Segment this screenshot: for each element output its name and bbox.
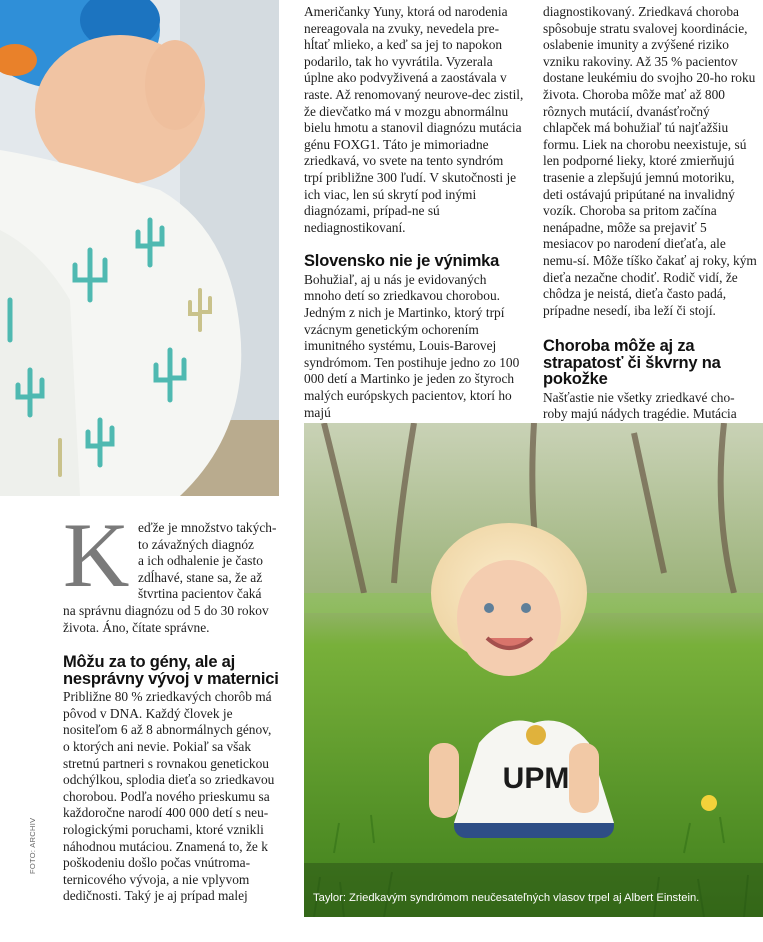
baby-photo [0,0,279,496]
column-right [543,4,757,423]
col-b-paragraph-1: diagnostikovaný. Zriedkavá choroba spôsobuje stratu svalovej koordinácie, oslabenie imunity a zvýšené riziko vzniku rakoviny. Až 35 % pacientov dostane leukémiu do svojho 20-ho roku života. Choroba môže mať až 800 rôznych mutácií, dvanásťročný chlapček má bohužiaľ tú najťažšiu formu. Liek na chorobu neexistuje, sú len podporné lieky, ktoré zmierňujú trasenie a zlepšujú jemnú motoriku, deti ostávajú pripútané na invalidný vozík. Choroba sa pritom začína nenápadne, môže sa prejaviť 5 mesiacov po narodení dieťaťa, ale nemu-sí. Môže tíško čakať aj roky, kým dieťa nezačne chodiť. Rodič vidí, že chôdza je neistá, dieťa často padá, prípadne nesedí, iba leží či stojí. [543,4,757,318]
photo-caption: Taylor: Zriedkavým syndrómom neučesateľných vlasov trpel aj Albert Einstein. [313,892,700,904]
col-b-heading: Choroba môže aj za strapatosť či škvrny na pokožke [543,337,721,389]
col-a-paragraph-1: Američanky Yuny, ktorá od narodenia nereagovala na zvuky, nevedela pre-hĺtať mlieko, a keď sa jej to napokon podarilo, tak ho vyvrátila. Vyzerala úplne ako podvyživená a zaostávala v raste. Až renomovaný neurove-dec zistil, že dievčatko má v mozgu abnormálnu bielu hmotu a stanovil diagnózu mutácia génu FOXG1. Táto je mimoriadne zriedkavá, vo svete na tento syndróm trpí približne 300 ľudí. V skutočnosti je ich viac, len sú skrytí pod inými diagnózami, prípad-ne sú nediagnostikovaní. [304,4,524,235]
col-c-heading: Môžu za to gény, ale aj nesprávny vývoj v maternici [63,653,279,688]
lead-line-3: a ich odhalenie je často [138,553,263,569]
column-middle [304,4,524,421]
col-a-heading: Slovensko nie je výnimka [304,252,500,271]
drop-cap: K [63,504,130,606]
lead-rest: na správnu diagnózu od 5 do 30 rokov života. Áno, čítate správne. [63,602,269,635]
toddler-photo-illustration [304,423,763,917]
column-left [63,520,279,905]
shirt-graphic: UPM [502,762,570,795]
col-b-paragraph-2: Našťastie nie všetky zriedkavé cho-roby majú nádych tragédie. Mutácia [543,389,737,422]
toddler-photo [304,423,763,917]
lead-line-1: eďže je množstvo takých- [138,520,277,535]
col-a-paragraph-2: Bohužiaľ, aj u nás je evidovaných mnoho detí so zriedkavou chorobou. Jedným z nich je Martinko, ktorý trpí vzácnym genetickým ochorením imunitného systému, Louis-Barovej syndrómom. Ten postihuje jedno zo 100 000 detí a Martinko je jeden zo štyroch malých európskych pacientov, ktorí ho majú [304,271,520,420]
col-c-paragraph-1: Približne 80 % zriedkavých chorôb má pôvod v DNA. Každý človek je nositeľom 6 až 8 abnormálnych génov, o ktorých ani nevie. Pokiaľ sa však stretnú partneri s rovnakou genetickou odchýlkou, splodia dieťa so zriedkavou chorobou. Podľa nového prieskumu sa každoročne narodí 400 000 detí s neu-rologickými poruchami, ktoré vznikli náhodnou mutáciou. Znamená to, že k poškodeniu došlo počas vnútroma-ternicového vývoja, a nie vplyvom dedičnosti. Taký je aj prípad malej [63,689,275,904]
baby-photo-illustration [0,0,279,496]
photo-credit: FOTO: ARCHIV [28,817,37,874]
lead-line-2: to závažných diagnóz [138,536,254,552]
lead-line-5: štvrtina pacientov čaká [138,586,262,602]
lead-line-4: zdĺhavé, stane sa, že až [138,569,263,585]
